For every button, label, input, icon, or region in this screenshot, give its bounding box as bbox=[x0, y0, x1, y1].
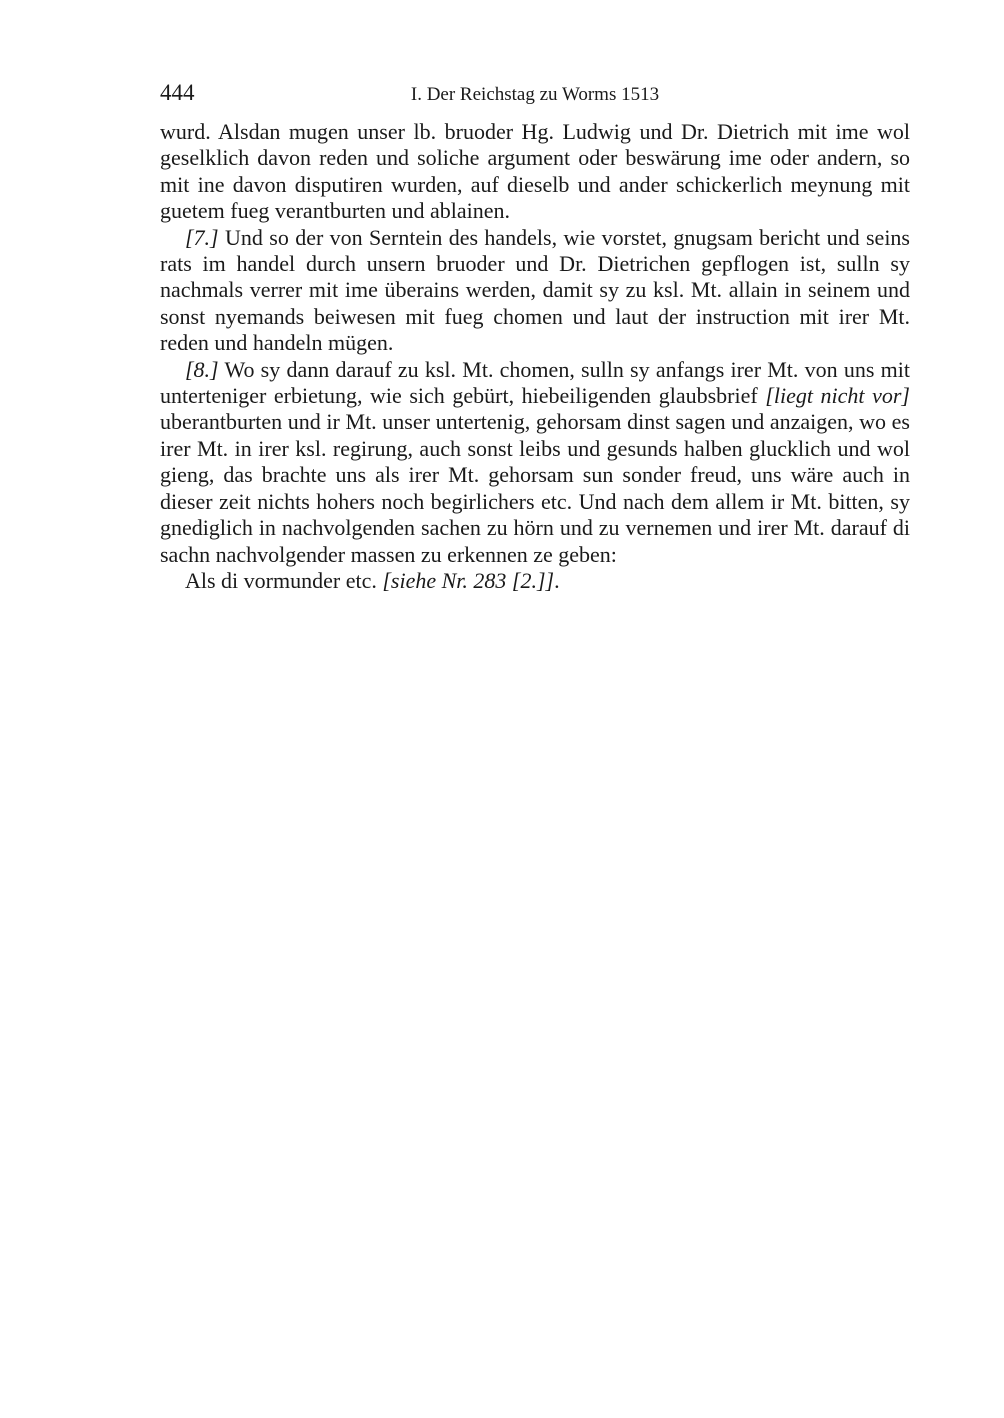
page-header bbox=[160, 78, 910, 108]
paragraph-text: wurd. Alsdan mugen unser lb. bruoder Hg. Ludwig und Dr. Dietrich mit ime wol geselklich davon reden und soliche argument oder beswärung ime oder andern, so mit ine davon disputiren wurden, auf dieselb und ander schickerlich meynung mit guetem fueg verantburten und ablainen. bbox=[160, 119, 910, 224]
running-title: I. Der Reichstag zu Worms 1513 bbox=[410, 84, 660, 105]
main-text bbox=[160, 119, 910, 594]
page-number: 444 bbox=[160, 80, 195, 105]
section-marker: [7.] bbox=[185, 224, 219, 250]
paragraph-continuation bbox=[160, 119, 910, 225]
paragraph-text: Und so der von Serntein des handels, wie vorstet, gnugsam bericht und seins rats im handel durch unsern bruoder und Dr. Dietrichen gepflogen ist, sulln sy nachmals verrer mit ime überains werden, damit sy zu ksl. Mt. allain in seinem und sonst nyemands beiwesen mit fueg chomen und laut der instruction mit irer Mt. reden und handeln mügen. bbox=[160, 224, 910, 356]
paragraph-8 bbox=[160, 357, 910, 568]
section-marker: [8.] bbox=[185, 356, 219, 382]
paragraph-text: Als di vormunder etc. bbox=[185, 567, 383, 593]
paragraph-text: uberantburten und ir Mt. unser untertenig, gehorsam dinst sagen und anzaigen, wo es irer Mt. in irer ksl. regirung, auch sonst leibs und gesunds halben glucklich und wol gieng, das brachte uns als irer Mt. gehorsam sun sonder freud, uns wäre auch in dieser zeit nichts hohers noch begirlichers etc. Und nach dem allem ir Mt. bitten, sy gnediglich in nachvolgenden sachen zu hörn und zu vernemen und irer Mt. darauf di sachn nachvolgender massen zu erkennen ze geben: bbox=[160, 409, 910, 567]
editorial-note: [siehe Nr. 283 [2.]] bbox=[382, 567, 555, 593]
paragraph-closing bbox=[160, 568, 910, 594]
paragraph-end: . bbox=[554, 567, 560, 593]
paragraph-7 bbox=[160, 225, 910, 357]
paragraph-text: Wo sy dann darauf zu ksl. Mt. chomen, sulln sy anfangs irer Mt. von uns mit unterteniger erbietung, wie sich gebürt, hiebeiligenden glaubsbrief bbox=[160, 356, 910, 409]
editorial-note: [liegt nicht vor] bbox=[765, 383, 910, 409]
